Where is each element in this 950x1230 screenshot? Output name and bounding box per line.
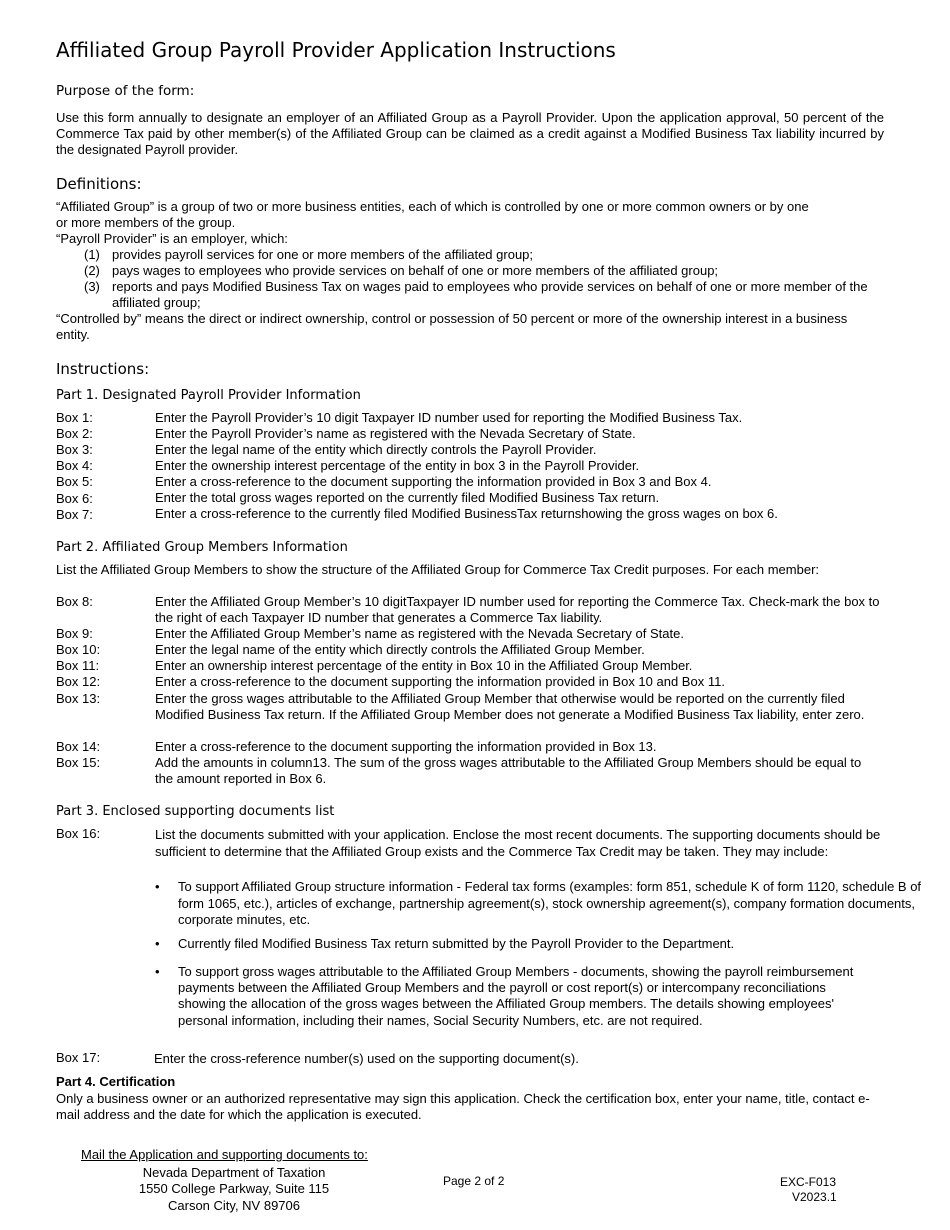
box-text: Enter the legal name of the entity which directly controls the Payroll Provider. [155, 442, 597, 457]
definition-item-number: (1) [84, 247, 100, 262]
box-text: Enter the legal name of the entity which directly controls the Affiliated Group Member. [155, 642, 645, 657]
purpose-heading: Purpose of the form: [56, 83, 195, 99]
mail-heading: Mail the Application and supporting documents to: [81, 1147, 368, 1162]
definition-item-text: pays wages to employees who provide services on behalf of one or more members of the affiliated group; [112, 263, 719, 278]
box-text: Enter the Affiliated Group Member’s 10 digitTaxpayer ID number used for reporting the Commerce Tax. Check-mark the box to the right of each Taxpayer ID number that generates a Commerce Tax liability. [155, 594, 880, 625]
box-text: Enter the Affiliated Group Member’s name as registered with the Nevada Secretary of State. [155, 626, 684, 641]
box-label: Box 3: [56, 442, 93, 457]
page-number: Page 2 of 2 [443, 1174, 505, 1188]
box-text: List the documents submitted with your application. Enclose the most recent documents. The supporting documents should be sufficient to determine that the Affiliated Group exists and the Commerce Tax Credit may be taken. They may include: [155, 827, 881, 860]
box-label: Box 5: [56, 474, 93, 489]
address-line: Carson City, NV 89706 [168, 1198, 300, 1213]
bullet-marker: • [155, 879, 160, 894]
bullet-text: Currently filed Modified Business Tax return submitted by the Payroll Provider to the Department. [178, 936, 735, 951]
definition-affiliated-group-line2: or more members of the group. [56, 215, 236, 230]
definition-item-number: (2) [84, 263, 100, 278]
address-line: Nevada Department of Taxation [142, 1165, 326, 1180]
definition-item-number: (3) [84, 279, 100, 294]
form-id: EXC-F013 [780, 1175, 837, 1189]
box-label: Box 17: [56, 1050, 101, 1065]
box-text: Add the amounts in column13. The sum of the gross wages attributable to the Affiliated Group Members should be equal to the amount reported in Box 6. [155, 755, 862, 786]
box-text: Enter a cross-reference to the currently filed Modified BusinessTax returnshowing the gross wages on box 6. [155, 506, 778, 521]
part4-text: Only a business owner or an authorized representative may sign this application. Check the certification box, enter your name, title, contact e-mail address and the date for which the application is executed. [56, 1091, 870, 1122]
box-label: Box 15: [56, 755, 101, 770]
purpose-text: Use this form annually to designate an employer of an Affiliated Group as a Payroll Provider. Upon the application approval, 50 percent of the Commerce Tax paid by other member(s) of the Affiliated Group can be claimed as a credit against a Modified Business Tax liability incurred by the designated Payroll provider. [56, 110, 884, 157]
box-text: Enter an ownership interest percentage of the entity in Box 10 in the Affiliated Group Member. [155, 658, 693, 673]
box-text: Enter the total gross wages reported on the currently filed Modified Business Tax return. [155, 490, 660, 505]
box-text: Enter a cross-reference to the document supporting the information provided in Box 10 and Box 11. [155, 674, 725, 689]
box-label: Box 4: [56, 458, 93, 473]
bullet-marker: • [155, 936, 160, 951]
address-line: 1550 College Parkway, Suite 115 [138, 1181, 330, 1196]
box-text: Enter the ownership interest percentage of the entity in box 3 in the Payroll Provider. [155, 458, 640, 473]
box-label: Box 13: [56, 691, 101, 706]
box-label: Box 6: [56, 491, 93, 506]
box-text: Enter the cross-reference number(s) used on the supporting document(s). [154, 1051, 579, 1066]
box-label: Box 12: [56, 674, 101, 689]
box-text: Enter the Payroll Provider’s 10 digit Taxpayer ID number used for reporting the Modified Business Tax. [155, 410, 743, 425]
box-text: Enter the Payroll Provider’s name as registered with the Nevada Secretary of State. [155, 426, 636, 441]
box-text: Enter a cross-reference to the document supporting the information provided in Box 3 and Box 4. [155, 474, 712, 489]
box-label: Box 1: [56, 410, 93, 425]
box-text: Enter a cross-reference to the document supporting the information provided in Box 13. [155, 739, 657, 754]
part2-intro: List the Affiliated Group Members to show the structure of the Affiliated Group for Commerce Tax Credit purposes. For each member: [56, 562, 820, 577]
part2-heading: Part 2. Affiliated Group Members Information [56, 540, 348, 555]
form-version: V2023.1 [792, 1190, 837, 1204]
box-label: Box 7: [56, 507, 93, 522]
box-label: Box 14: [56, 739, 101, 754]
box-text: Enter the gross wages attributable to the Affiliated Group Member that otherwise would be reported on the currently filed Modified Business Tax return. If the Affiliated Group Member does not generate a Modified Business Tax liability, enter zero. [155, 691, 865, 722]
box-label: Box 9: [56, 626, 93, 641]
definitions-heading: Definitions: [56, 175, 142, 193]
bullet-text: To support gross wages attributable to the Affiliated Group Members - documents, showing the payroll reimbursement payments between the Affiliated Group Members and the payroll or cost report(s) or intercompany reconciliations showing the allocation of the gross wages between the Affiliated Group members. The details showing employees' personal information, including their names, Social Security Numbers, etc. are not required. [178, 964, 854, 1028]
definition-payroll-provider: “Payroll Provider” is an employer, which: [56, 231, 288, 246]
part4-heading: Part 4. Certification [56, 1074, 176, 1089]
bullet-text: To support Affiliated Group structure information - Federal tax forms (examples: form 851, schedule K of form 1120, schedule B of form 1065, etc.), articles of exchange, partnership agreement(s), stock ownership agreement(s), company formation documents, corporate minutes, etc. [178, 879, 922, 928]
box-label: Box 11: [56, 658, 100, 673]
part1-heading: Part 1. Designated Payroll Provider Information [56, 388, 361, 403]
box-label: Box 2: [56, 426, 93, 441]
definition-affiliated-group-line1: “Affiliated Group” is a group of two or more business entities, each of which is controlled by one or more common owners or by one [56, 199, 809, 214]
instructions-heading: Instructions: [56, 360, 150, 378]
definition-item-text: reports and pays Modified Business Tax on wages paid to employees who provide services on behalf of one or more member of the affiliated group; [112, 279, 868, 310]
definition-item-text: provides payroll services for one or more members of the affiliated group; [112, 247, 534, 262]
box-label: Box 8: [56, 594, 93, 609]
page-title: Affiliated Group Payroll Provider Application Instructions [56, 38, 616, 62]
part3-heading: Part 3. Enclosed supporting documents list [56, 804, 335, 819]
box-label: Box 10: [56, 642, 101, 657]
definition-controlled-by: “Controlled by” means the direct or indirect ownership, control or possession of 50 percent or more of the ownership interest in a business entity. [56, 311, 848, 342]
bullet-marker: • [155, 964, 160, 979]
box-label: Box 16: [56, 826, 101, 841]
